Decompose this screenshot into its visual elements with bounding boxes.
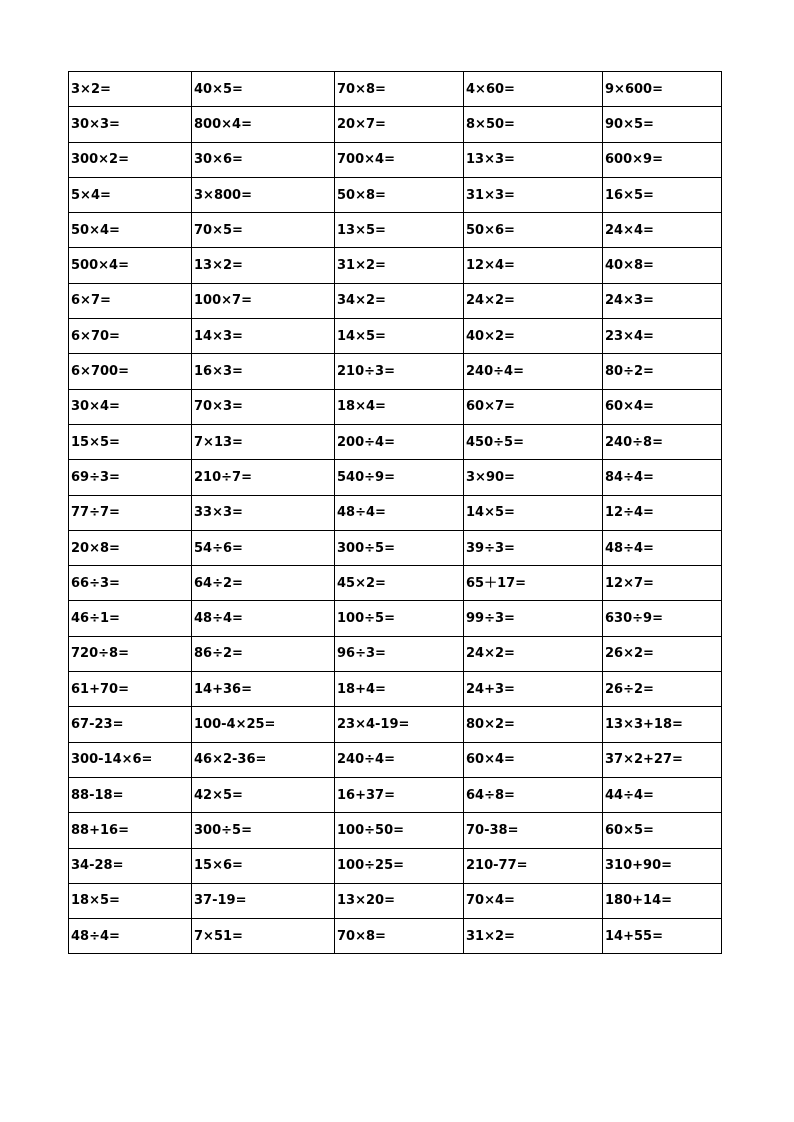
problem-cell: 26÷2= [603, 672, 722, 707]
problem-cell: 200÷4= [335, 424, 464, 459]
problem-cell: 100÷50= [335, 813, 464, 848]
problem-row [69, 283, 722, 318]
problem-cell: 100÷25= [335, 848, 464, 883]
problem-cell: 210÷3= [335, 354, 464, 389]
problem-cell: 210÷7= [192, 460, 335, 495]
problem-cell: 13×5= [335, 213, 464, 248]
problem-row [69, 460, 722, 495]
problem-cell: 14+55= [603, 919, 722, 954]
problem-cell: 12÷4= [603, 495, 722, 530]
problem-cell: 24×2= [464, 283, 603, 318]
problem-cell: 96÷3= [335, 636, 464, 671]
problem-row [69, 177, 722, 212]
problem-cell: 300÷5= [192, 813, 335, 848]
problem-cell: 42×5= [192, 777, 335, 812]
problem-cell: 44÷4= [603, 777, 722, 812]
problem-row [69, 707, 722, 742]
problem-cell: 46÷1= [69, 601, 192, 636]
problem-row [69, 72, 722, 107]
problem-cell: 300÷5= [335, 530, 464, 565]
problem-cell: 15×5= [69, 424, 192, 459]
problem-cell: 240÷8= [603, 424, 722, 459]
problem-cell: 180+14= [603, 883, 722, 918]
problem-cell: 64÷8= [464, 777, 603, 812]
problem-cell: 7×13= [192, 424, 335, 459]
problem-cell: 20×8= [69, 530, 192, 565]
problem-cell: 24×4= [603, 213, 722, 248]
problem-cell: 70×4= [464, 883, 603, 918]
problem-cell: 40×8= [603, 248, 722, 283]
problem-cell: 13×3= [464, 142, 603, 177]
problem-cell: 12×4= [464, 248, 603, 283]
problem-row [69, 495, 722, 530]
problem-cell: 88-18= [69, 777, 192, 812]
problem-cell: 31×2= [335, 248, 464, 283]
problem-row [69, 107, 722, 142]
problem-cell: 3×800= [192, 177, 335, 212]
problem-cell: 16+37= [335, 777, 464, 812]
problem-row [69, 566, 722, 601]
problem-cell: 5×4= [69, 177, 192, 212]
problem-cell: 16×3= [192, 354, 335, 389]
problem-cell: 34-28= [69, 848, 192, 883]
problem-cell: 4×60= [464, 72, 603, 107]
problem-cell: 30×4= [69, 389, 192, 424]
problem-cell: 240÷4= [335, 742, 464, 777]
problem-cell: 6×700= [69, 354, 192, 389]
problem-cell: 720÷8= [69, 636, 192, 671]
problem-row [69, 777, 722, 812]
problem-cell: 14×5= [464, 495, 603, 530]
problem-cell: 70-38= [464, 813, 603, 848]
problem-cell: 50×6= [464, 213, 603, 248]
problem-row [69, 424, 722, 459]
problem-cell: 100×7= [192, 283, 335, 318]
problem-row [69, 319, 722, 354]
problem-row [69, 142, 722, 177]
problem-cell: 54÷6= [192, 530, 335, 565]
problem-cell: 61+70= [69, 672, 192, 707]
problem-cell: 23×4= [603, 319, 722, 354]
problem-cell: 30×6= [192, 142, 335, 177]
problem-cell: 77÷7= [69, 495, 192, 530]
problem-cell: 540÷9= [335, 460, 464, 495]
problem-cell: 8×50= [464, 107, 603, 142]
problem-cell: 80×2= [464, 707, 603, 742]
problem-cell: 18×5= [69, 883, 192, 918]
problem-cell: 450÷5= [464, 424, 603, 459]
problem-cell: 60×4= [603, 389, 722, 424]
problem-cell: 300-14×6= [69, 742, 192, 777]
problem-cell: 86÷2= [192, 636, 335, 671]
problem-table-body [69, 72, 722, 954]
problem-cell: 23×4-19= [335, 707, 464, 742]
problem-cell: 99÷3= [464, 601, 603, 636]
problem-cell: 18×4= [335, 389, 464, 424]
problem-cell: 60×7= [464, 389, 603, 424]
problem-cell: 66÷3= [69, 566, 192, 601]
problem-cell: 500×4= [69, 248, 192, 283]
problem-cell: 630÷9= [603, 601, 722, 636]
problem-cell: 80÷2= [603, 354, 722, 389]
problem-cell: 12×7= [603, 566, 722, 601]
problem-cell: 16×5= [603, 177, 722, 212]
problem-cell: 100÷5= [335, 601, 464, 636]
problem-cell: 240÷4= [464, 354, 603, 389]
problem-cell: 26×2= [603, 636, 722, 671]
problem-row [69, 883, 722, 918]
problem-cell: 14×3= [192, 319, 335, 354]
problem-cell: 210-77= [464, 848, 603, 883]
problem-cell: 40×2= [464, 319, 603, 354]
worksheet [68, 71, 721, 954]
problem-cell: 31×2= [464, 919, 603, 954]
problem-cell: 50×4= [69, 213, 192, 248]
problem-cell: 18+4= [335, 672, 464, 707]
problem-row [69, 813, 722, 848]
problem-cell: 48÷4= [192, 601, 335, 636]
problem-cell: 3×2= [69, 72, 192, 107]
problem-cell: 9×600= [603, 72, 722, 107]
problem-cell: 7×51= [192, 919, 335, 954]
problem-cell: 24×3= [603, 283, 722, 318]
problem-cell: 70×3= [192, 389, 335, 424]
problem-row [69, 248, 722, 283]
problem-cell: 700×4= [335, 142, 464, 177]
problem-cell: 40×5= [192, 72, 335, 107]
problem-row [69, 389, 722, 424]
problem-cell: 70×5= [192, 213, 335, 248]
problem-row [69, 213, 722, 248]
problem-cell: 48÷4= [69, 919, 192, 954]
problem-cell: 31×3= [464, 177, 603, 212]
problem-cell: 60×4= [464, 742, 603, 777]
problem-cell: 39÷3= [464, 530, 603, 565]
problem-cell: 6×70= [69, 319, 192, 354]
problem-cell: 60×5= [603, 813, 722, 848]
problem-cell: 65＋17= [464, 566, 603, 601]
problem-row [69, 530, 722, 565]
problem-cell: 13×2= [192, 248, 335, 283]
problem-cell: 67-23= [69, 707, 192, 742]
problem-cell: 20×7= [335, 107, 464, 142]
problem-cell: 33×3= [192, 495, 335, 530]
problem-cell: 800×4= [192, 107, 335, 142]
problem-cell: 310+90= [603, 848, 722, 883]
problem-cell: 14×5= [335, 319, 464, 354]
problem-cell: 84÷4= [603, 460, 722, 495]
problem-cell: 45×2= [335, 566, 464, 601]
problem-cell: 50×8= [335, 177, 464, 212]
problem-cell: 46×2-36= [192, 742, 335, 777]
problem-row [69, 919, 722, 954]
problem-cell: 3×90= [464, 460, 603, 495]
problem-row [69, 636, 722, 671]
problem-cell: 13×3+18= [603, 707, 722, 742]
problem-cell: 300×2= [69, 142, 192, 177]
problem-cell: 24×2= [464, 636, 603, 671]
problem-row [69, 601, 722, 636]
problem-row [69, 848, 722, 883]
problem-cell: 30×3= [69, 107, 192, 142]
problem-cell: 90×5= [603, 107, 722, 142]
problem-cell: 48÷4= [335, 495, 464, 530]
problem-cell: 6×7= [69, 283, 192, 318]
problem-cell: 69÷3= [69, 460, 192, 495]
arithmetic-problem-table [68, 71, 722, 954]
problem-row [69, 742, 722, 777]
problem-cell: 88+16= [69, 813, 192, 848]
problem-cell: 37×2+27= [603, 742, 722, 777]
problem-cell: 13×20= [335, 883, 464, 918]
problem-row [69, 672, 722, 707]
problem-cell: 48÷4= [603, 530, 722, 565]
problem-cell: 64÷2= [192, 566, 335, 601]
problem-cell: 15×6= [192, 848, 335, 883]
problem-cell: 600×9= [603, 142, 722, 177]
problem-cell: 70×8= [335, 919, 464, 954]
problem-cell: 34×2= [335, 283, 464, 318]
problem-cell: 70×8= [335, 72, 464, 107]
problem-cell: 100-4×25= [192, 707, 335, 742]
problem-cell: 24+3= [464, 672, 603, 707]
problem-row [69, 354, 722, 389]
problem-cell: 37-19= [192, 883, 335, 918]
problem-cell: 14+36= [192, 672, 335, 707]
